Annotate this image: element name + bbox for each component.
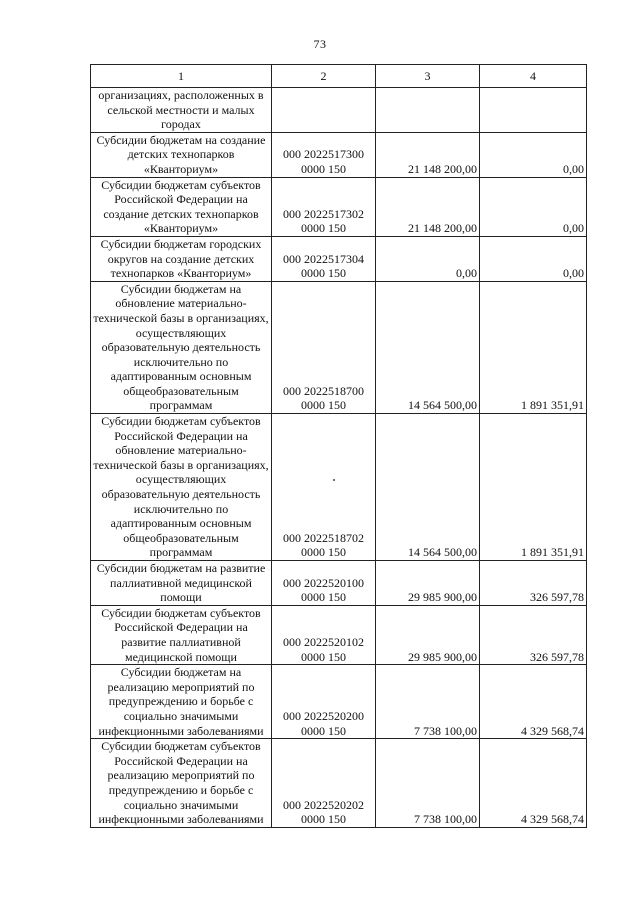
row-value-3: 21 148 200,00 — [376, 177, 480, 236]
row-code: 000 2022518702 0000 150 — [272, 414, 376, 561]
column-header-2: 2 — [272, 65, 376, 88]
row-name: организациях, расположенных в сельской местности и малых городах — [91, 88, 272, 133]
row-value-4: 326 597,78 — [480, 605, 587, 664]
row-name: Субсидии бюджетам на создание детских технопарков «Кванториум» — [91, 132, 272, 177]
table-row — [91, 281, 587, 413]
row-value-4: 0,00 — [480, 177, 587, 236]
page-number: 73 — [313, 37, 327, 51]
row-value-4: 4 329 568,74 — [480, 739, 587, 828]
table-row — [91, 605, 587, 664]
row-value-4: 0,00 — [480, 236, 587, 281]
table-row — [91, 665, 587, 739]
row-name: Субсидии бюджетам субъектов Российской Федерации на развитие паллиативной медицинской помощи — [91, 605, 272, 664]
row-value-3: 14 564 500,00 — [376, 281, 480, 413]
row-value-4: 0,00 — [480, 132, 587, 177]
scan-speck — [333, 479, 335, 481]
table-row — [91, 236, 587, 281]
row-code: 000 2022520200 0000 150 — [272, 665, 376, 739]
column-header-4: 4 — [480, 65, 587, 88]
row-value-3: 14 564 500,00 — [376, 414, 480, 561]
row-name: Субсидии бюджетам на реализацию мероприятий по предупреждению и борьбе с социально значимыми инфекционными заболеваниями — [91, 665, 272, 739]
row-value-4: 1 891 351,91 — [480, 281, 587, 413]
row-name: Субсидии бюджетам на обновление материально-технической базы в организациях, осуществляющих образовательную деятельность исключительно по адаптированным основным общеобразовательным программам — [91, 281, 272, 413]
row-code: 000 2022520202 0000 150 — [272, 739, 376, 828]
row-code: 000 2022518700 0000 150 — [272, 281, 376, 413]
row-code: 000 2022517304 0000 150 — [272, 236, 376, 281]
row-value-3 — [376, 88, 480, 133]
row-value-3: 0,00 — [376, 236, 480, 281]
row-name: Субсидии бюджетам субъектов Российской Федерации на обновление материально-технической базы в организациях, осуществляющих образовательную деятельность исключительно по адаптированным основным общеобразовательным программам — [91, 414, 272, 561]
row-value-4: 326 597,78 — [480, 561, 587, 606]
row-name: Субсидии бюджетам субъектов Российской Федерации на создание детских технопарков «Кванториум» — [91, 177, 272, 236]
row-value-4 — [480, 88, 587, 133]
table-row — [91, 88, 587, 133]
table-header-row — [91, 65, 587, 88]
row-value-3: 7 738 100,00 — [376, 665, 480, 739]
row-name: Субсидии бюджетам субъектов Российской Федерации на реализацию мероприятий по предупреждению и борьбе с социально значимыми инфекционными заболеваниями — [91, 739, 272, 828]
row-name: Субсидии бюджетам на развитие паллиативной медицинской помощи — [91, 561, 272, 606]
row-code: 000 2022520100 0000 150 — [272, 561, 376, 606]
row-value-4: 4 329 568,74 — [480, 665, 587, 739]
row-value-4: 1 891 351,91 — [480, 414, 587, 561]
row-code: 000 2022517300 0000 150 — [272, 132, 376, 177]
table-row — [91, 739, 587, 828]
budget-table — [90, 64, 587, 828]
row-name: Субсидии бюджетам городских округов на создание детских технопарков «Кванториум» — [91, 236, 272, 281]
row-code: 000 2022517302 0000 150 — [272, 177, 376, 236]
table-row — [91, 414, 587, 561]
row-value-3: 29 985 900,00 — [376, 605, 480, 664]
row-value-3: 29 985 900,00 — [376, 561, 480, 606]
table-row — [91, 561, 587, 606]
row-value-3: 21 148 200,00 — [376, 132, 480, 177]
table-row — [91, 132, 587, 177]
column-header-1: 1 — [91, 65, 272, 88]
column-header-3: 3 — [376, 65, 480, 88]
row-code: 000 2022520102 0000 150 — [272, 605, 376, 664]
row-code — [272, 88, 376, 133]
table-row — [91, 177, 587, 236]
row-value-3: 7 738 100,00 — [376, 739, 480, 828]
